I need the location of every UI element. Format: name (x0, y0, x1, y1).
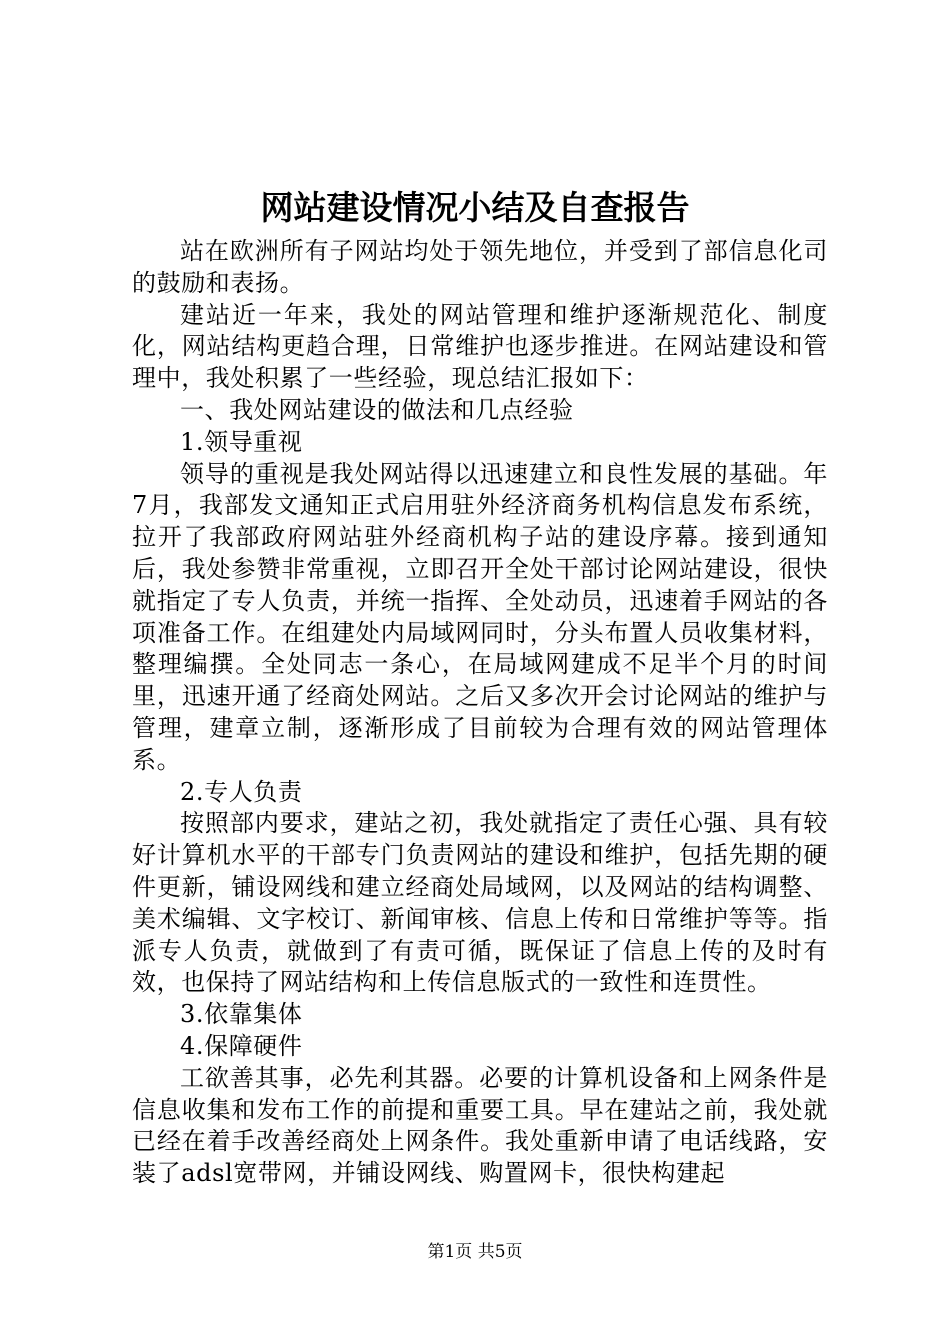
subheading-3: 3.依靠集体 (180, 1000, 303, 1029)
subheading-1: 1.领导重视 (180, 427, 303, 456)
document-body (132, 236, 828, 1190)
subheading-4: 4.保障硬件 (180, 1031, 303, 1060)
paragraph-4: 按照部内要求，建站之初，我处就指定了责任心强、具有较好计算机水平的干部专门负责网站的建设和维护，包括先期的硬件更新，铺设网线和建立经商处局域网，以及网站的结构调整、美术编辑、文字校订、新闻审核、信息上传和日常维护等等。指派专人负责，就做到了有责可循，既保证了信息上传的及时有效，也保持了网站结构和上传信息版式的一致性和连贯性。 (132, 809, 828, 997)
subheading-2: 2.专人负责 (180, 777, 303, 806)
paragraph-2: 建站近一年来，我处的网站管理和维护逐渐规范化、制度化，网站结构更趋合理，日常维护也逐步推进。在网站建设和管理中，我处积累了一些经验，现总结汇报如下： (132, 300, 828, 393)
document-title: 网站建设情况小结及自查报告 (260, 188, 690, 227)
section-heading-1: 一、我处网站建设的做法和几点经验 (180, 395, 574, 424)
paragraph-5: 工欲善其事，必先利其器。必要的计算机设备和上网条件是信息收集和发布工作的前提和重要工具。早在建站之前，我处就已经在着手改善经商处上网条件。我处重新申请了电话线路，安装了adsl宽带网，并铺设网线、购置网卡，很快构建起 (132, 1063, 828, 1188)
paragraph-1: 站在欧洲所有子网站均处于领先地位，并受到了部信息化司的鼓励和表扬。 (132, 237, 828, 297)
page-footer: 第1页 共5页 (427, 1242, 523, 1262)
paragraph-3: 领导的重视是我处网站得以迅速建立和良性发展的基础。年7月，我部发文通知正式启用驻外经济商务机构信息发布系统，拉开了我部政府网站驻外经商机构子站的建设序幕。接到通知后，我处参赞非常重视，立即召开全处干部讨论网站建设，很快就指定了专人负责，并统一指挥、全处动员，迅速着手网站的各项准备工作。在组建处内局域网同时，分头布置人员收集材料，整理编撰。全处同志一条心，在局域网建成不足半个月的时间里，迅速开通了经商处网站。之后又多次开会讨论网站的维护与管理，建章立制，逐渐形成了目前较为合理有效的网站管理体系。 (132, 459, 828, 774)
